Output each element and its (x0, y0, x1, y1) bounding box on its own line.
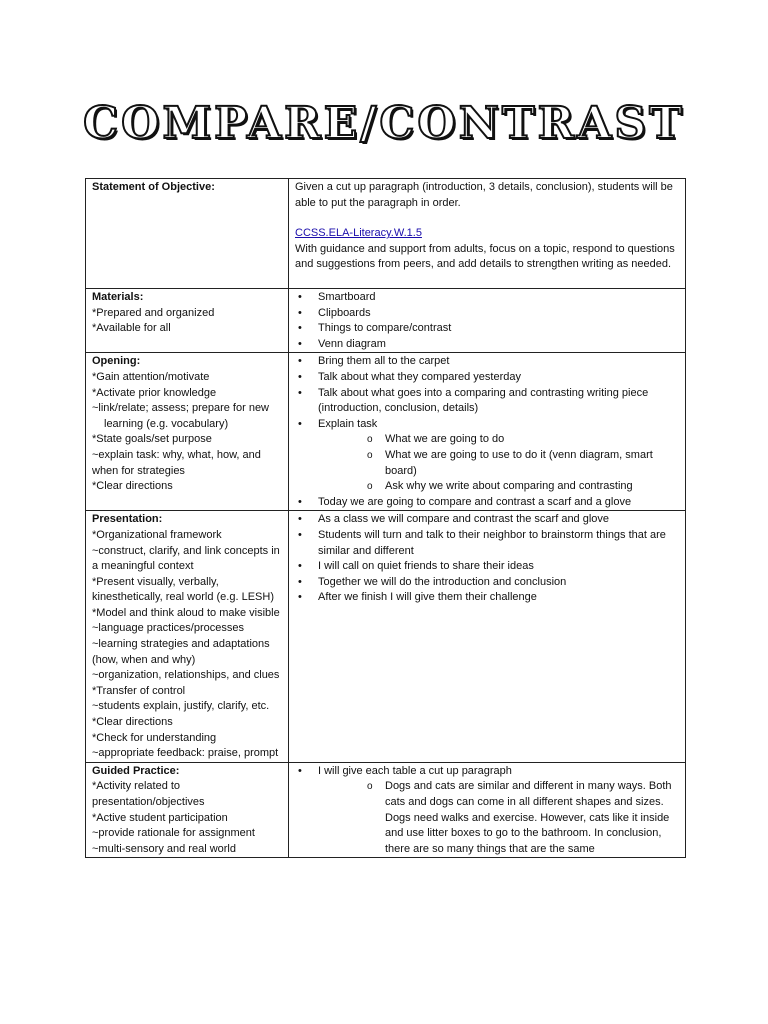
table-row (86, 762, 686, 858)
note-line: *Model and think aloud to make visible (92, 606, 280, 619)
list-item: • Students will turn and talk to their neighbor to brainstorm things that are similar and different (295, 528, 679, 559)
row-label: Guided Practice: (92, 764, 180, 777)
lesson-plan-table (85, 178, 686, 858)
note-line: ~appropriate feedback: praise, prompt (92, 747, 279, 760)
page-title: COMPARE/CONTRAST (83, 98, 685, 149)
note-line: ~learning strategies and adaptations (how, when and why) (92, 638, 270, 666)
list-item: • Clipboards (295, 306, 679, 322)
note-line: ~multi-sensory and real world (92, 842, 236, 855)
presentation-label-cell (86, 511, 289, 763)
note-line: ~students explain, justify, clarify, etc. (92, 700, 270, 713)
note-line: *Available for all (92, 322, 171, 335)
sub-list-item: o Dogs and cats are similar and different in many ways. Both cats and dogs can come in all different shapes and sizes. Dogs need walks and exercise. However, cats like it inside and use litter boxes to go to the bathroom. In conclusion, there are so many things that are the same (295, 779, 679, 857)
table-row (86, 511, 686, 763)
list-item: • Venn diagram (295, 337, 679, 353)
note-line: learning (e.g. vocabulary) (104, 417, 229, 430)
list-item: • Bring them all to the carpet (295, 354, 679, 370)
note-line: *Transfer of control (92, 684, 186, 697)
note-line: *Clear directions (92, 480, 173, 493)
table-row (86, 179, 686, 289)
note-line: *Prepared and organized (92, 306, 215, 319)
presentation-content-cell (289, 511, 686, 763)
list-item: • Things to compare/contrast (295, 321, 679, 337)
standard-link[interactable]: CCSS.ELA-Literacy.W.1.5 (295, 227, 422, 240)
list-item: • Talk about what goes into a comparing and contrasting writing piece (introduction, conclusion, details) (295, 386, 679, 417)
note-line: *Active student participation (92, 811, 228, 824)
note-line: *Activity related to presentation/objectives (92, 780, 205, 808)
list-item: • I will call on quiet friends to share their ideas (295, 559, 679, 575)
note-line: ~provide rationale for assignment (92, 827, 255, 840)
materials-content-cell (289, 289, 686, 353)
objective-label-cell (86, 179, 289, 289)
list-item: • Together we will do the introduction and conclusion (295, 575, 679, 591)
note-line: *Present visually, verbally, kinesthetically, real world (e.g. LESH) (92, 575, 274, 604)
note-line: *State goals/set purpose (92, 433, 212, 446)
list-item: • Talk about what they compared yesterday (295, 370, 679, 386)
list-item: • Today we are going to compare and contrast a scarf and a glove (295, 495, 679, 511)
row-label: Statement of Objective: (92, 181, 215, 193)
note-line: ~organization, relationships, and clues (92, 669, 280, 682)
opening-label-cell (86, 353, 289, 511)
sub-list-item: o What we are going to use to do it (venn diagram, smart board) (295, 448, 679, 479)
materials-label-cell (86, 289, 289, 353)
sub-list-item: o What we are going to do (295, 432, 679, 448)
list-item: • Smartboard (295, 290, 679, 306)
standard-text: With guidance and support from adults, focus on a topic, respond to questions and suggestions from peers, and add details to strengthen writing as needed. (295, 242, 675, 271)
note-line: ~explain task: why, what, how, and when for strategies (92, 448, 261, 477)
row-label: Materials: (92, 291, 144, 303)
objective-text: Given a cut up paragraph (introduction, 3 details, conclusion), students will be able to put the paragraph in order. (295, 181, 673, 209)
table-row (86, 353, 686, 511)
guided-label-cell (86, 762, 289, 858)
note-line: ~language practices/processes (92, 622, 244, 635)
table-row (86, 289, 686, 353)
objective-content-cell (289, 179, 686, 289)
note-line: *Check for understanding (92, 731, 217, 744)
list-item: • After we finish I will give them their challenge (295, 590, 679, 606)
sub-list-item: o Ask why we write about comparing and contrasting (295, 479, 679, 495)
note-line: *Gain attention/motivate (92, 370, 210, 383)
list-item: • As a class we will compare and contrast the scarf and glove (295, 512, 679, 528)
note-line: *Organizational framework (92, 528, 222, 541)
note-line: ~construct, clarify, and link concepts in a meaningful context (92, 544, 280, 573)
list-item: • I will give each table a cut up paragraph (295, 764, 679, 780)
row-label: Opening: (92, 355, 141, 368)
row-label: Presentation: (92, 513, 163, 526)
guided-content-cell (289, 762, 686, 858)
note-line: *Activate prior knowledge (92, 386, 217, 399)
note-line: ~link/relate; assess; prepare for new (92, 402, 270, 415)
note-line: *Clear directions (92, 716, 173, 729)
list-item: • Explain task (295, 417, 679, 433)
opening-content-cell (289, 353, 686, 511)
